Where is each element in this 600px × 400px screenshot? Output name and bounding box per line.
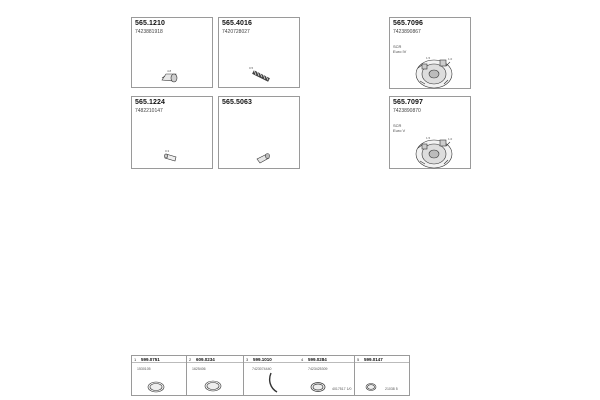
part-card-565-5063[interactable]	[218, 96, 300, 169]
oem-number: 7482210147	[135, 108, 163, 114]
segment-oem: 1625406	[192, 367, 206, 371]
sub-label: 4.8	[167, 69, 172, 73]
segment-index: 1	[134, 357, 137, 362]
clamp-ring-image	[355, 356, 409, 395]
segment-oem: 21038 5	[385, 387, 398, 391]
accessory-segment-3-4[interactable]	[244, 356, 355, 395]
scr-silencer-image	[390, 18, 472, 90]
segment-index: 2	[189, 357, 192, 362]
part-card-565-4016[interactable]	[218, 17, 300, 88]
note-euro: Euro IV	[393, 49, 407, 54]
hanger-strap-image	[244, 356, 355, 395]
segment-oem: 7423074440	[252, 367, 272, 371]
part-number: 565.5063	[222, 99, 252, 106]
segment-part-number-2: 599.0284	[308, 357, 327, 362]
accessory-segment-5[interactable]	[355, 356, 409, 395]
sleeve-part-image	[132, 97, 214, 170]
part-card-565-7096[interactable]	[389, 17, 471, 89]
part-number: 565.1224	[135, 99, 165, 106]
segment-part-number: 599.1010	[253, 357, 272, 362]
accessory-segment-2[interactable]	[187, 356, 244, 395]
segment-part-number: 599.0147	[364, 357, 383, 362]
segment-extra: 4017517 1/0	[332, 387, 352, 391]
part-card-565-1210[interactable]	[131, 17, 213, 88]
clamp-part-image	[132, 18, 214, 89]
segment-oem: 1530105	[137, 367, 151, 371]
clamp-ring-image	[132, 356, 187, 395]
connector-pipe-image	[219, 97, 301, 170]
segment-oem-2: 7423425309	[308, 367, 328, 371]
segment-index: 3	[246, 357, 249, 362]
sub-label: 1.0	[448, 57, 453, 61]
oem-number: 7420728027	[222, 29, 250, 35]
clamp-ring-image	[187, 356, 244, 395]
sub-label: 1.5	[426, 56, 431, 60]
oem-number: 7423890867	[393, 29, 421, 35]
flex-pipe-image	[219, 18, 301, 89]
note-euro: Euro V	[393, 128, 406, 133]
sub-label: 1.0	[448, 137, 453, 141]
segment-index-2: 4	[301, 357, 304, 362]
segment-part-number: 609.0234	[196, 357, 215, 362]
part-number: 565.7097	[393, 99, 423, 106]
sub-label: 0.5	[249, 66, 254, 70]
part-card-565-7097[interactable]	[389, 96, 471, 169]
part-number: 565.4016	[222, 20, 252, 27]
accessory-segment-1[interactable]	[132, 356, 187, 395]
note-scr: SCR	[393, 44, 402, 49]
sub-label: 0.3	[165, 149, 170, 153]
scr-silencer-image	[390, 97, 472, 170]
accessory-strip	[131, 355, 410, 396]
part-card-565-1224[interactable]	[131, 96, 213, 169]
part-number: 565.7096	[393, 20, 423, 27]
oem-number: 7423881918	[135, 29, 163, 35]
note-scr: SCR	[393, 123, 402, 128]
sub-label: 1.5	[426, 136, 431, 140]
segment-index: 5	[357, 357, 360, 362]
oem-number: 7423890870	[393, 108, 421, 114]
segment-part-number: 599.0751	[141, 357, 160, 362]
part-number: 565.1210	[135, 20, 165, 27]
